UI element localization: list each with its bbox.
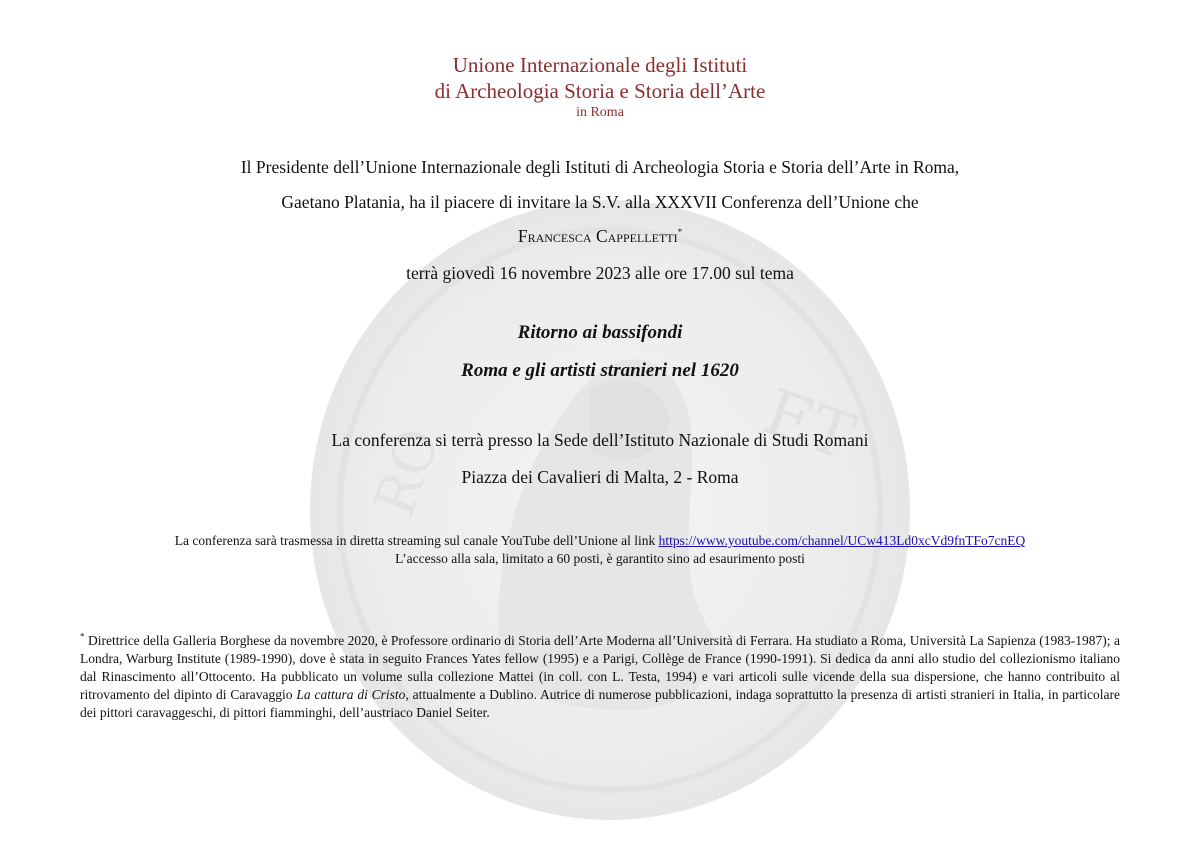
venue-line-2: Piazza dei Cavalieri di Malta, 2 - Roma: [461, 467, 739, 487]
footnote-text-after: , attualmente a Dublino. Autrice di numerose pubblicazioni, indaga soprattutto la presenza di artisti stranieri in Italia, in particolare dei pittori caravaggeschi, di pittori fiamminghi, dell’austriaco Daniel Seiter.: [80, 687, 1120, 720]
date-line: terrà giovedì 16 novembre 2023 alle ore 17.00 sul tema: [406, 263, 794, 283]
invitation-line-2: Gaetano Platania, ha il piacere di invitare la S.V. alla XXXVII Conferenza dell’Unione che: [281, 192, 919, 212]
talk-title-line-1: Ritorno ai bassifondi: [517, 322, 683, 343]
speaker-footnote: [80, 632, 1120, 722]
access-line: L’accesso alla sala, limitato a 60 posti, è garantito sino ad esaurimento posti: [395, 551, 805, 566]
footnote-mark: *: [80, 631, 85, 642]
svg-text:ET: ET: [754, 375, 864, 476]
institution-header: [0, 52, 1200, 122]
talk-title-line-2: Roma e gli artisti stranieri nel 1620: [461, 360, 739, 381]
svg-text:RO: RO: [362, 419, 454, 525]
streaming-line: [0, 533, 1200, 549]
header-line-2: di Archeologia Storia e Storia dell’Arte: [434, 79, 766, 103]
speaker-name-line: [0, 226, 1200, 247]
invitation-line-1: Il Presidente dell’Unione Internazionale degli Istituti di Archeologia Storia e Storia dell’Arte in Roma,: [240, 157, 960, 177]
venue-line-1: La conferenza si terrà presso la Sede dell’Istituto Nazionale di Studi Romani: [331, 430, 869, 450]
speaker-name: Francesca Cappelletti: [517, 226, 678, 246]
speaker-footnote-mark: *: [677, 227, 683, 238]
youtube-link[interactable]: https://www.youtube.com/channel/UCw413Ld0xcVd9fnTFo7cnEQ: [658, 533, 1026, 548]
streaming-text: La conferenza sarà trasmessa in diretta streaming sul canale YouTube dell’Unione al link: [174, 533, 659, 548]
footnote-artwork-title: La cattura di Cristo: [296, 687, 406, 702]
header-line-1: Unione Internazionale degli Istituti: [452, 53, 748, 77]
header-line-3: in Roma: [576, 105, 624, 120]
footnote-text-before: Direttrice della Galleria Borghese da novembre 2020, è Professore ordinario di Storia dell’Arte Moderna all’Università di Ferrara. Ha studiato a Roma, Università La Sapienza (1983-1987); a Londra, Warburg Institute (1989-1990), dove è stata in seguito Frances Yates fellow (1995) e a Parigi, Collège de France (1990-1991). Si dedica da anni allo studio del collezionismo italiano dal Rinascimento all’Ottocento. Ha pubblicato un volume sulla collezione Mattei (in coll. con L. Testa, 1994) e vari articoli sulle vicende della sua dispersione, che hanno contribuito al ritrovamento del dipinto di Caravaggio: [80, 633, 1120, 702]
